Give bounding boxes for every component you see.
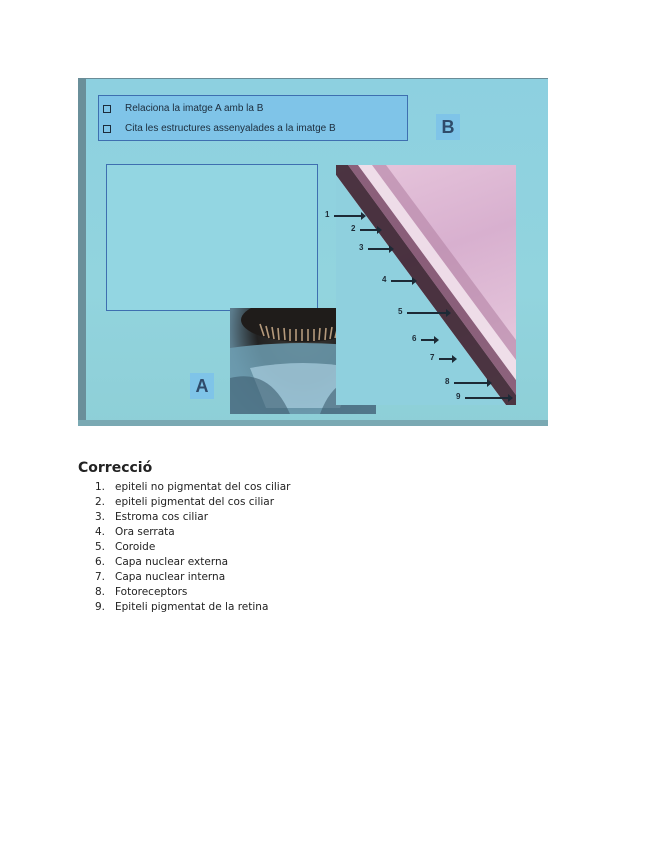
list-item bbox=[95, 525, 290, 540]
item-text: Capa nuclear externa bbox=[115, 556, 229, 568]
item-text: Estroma cos ciliar bbox=[115, 511, 209, 523]
arrow-icon bbox=[391, 280, 413, 282]
list-item bbox=[95, 540, 290, 555]
item-text: Ora serrata bbox=[115, 526, 175, 538]
marker-label: 4 bbox=[382, 275, 387, 284]
item-text: epiteli no pigmentat del cos ciliar bbox=[115, 481, 291, 493]
item-number: 2. bbox=[95, 496, 106, 508]
marker-label: 6 bbox=[412, 334, 417, 343]
task-item bbox=[103, 102, 263, 116]
item-text: Fotoreceptors bbox=[115, 586, 188, 598]
list-item bbox=[95, 480, 290, 495]
task-item bbox=[103, 122, 336, 136]
list-item bbox=[95, 585, 290, 600]
item-text: Coroide bbox=[115, 541, 156, 553]
task-text: Relaciona la imatge A amb la B bbox=[125, 103, 264, 114]
list-item bbox=[95, 570, 290, 585]
item-text: Epiteli pigmentat de la retina bbox=[115, 601, 269, 613]
arrow-icon bbox=[407, 312, 447, 314]
arrow-icon bbox=[334, 215, 362, 217]
arrow-icon bbox=[360, 229, 378, 231]
correction-heading: Correcció bbox=[78, 460, 153, 476]
label-a: A bbox=[190, 373, 214, 399]
marker-label: 5 bbox=[398, 307, 403, 316]
checkbox-icon bbox=[103, 105, 111, 113]
item-number: 8. bbox=[95, 586, 106, 598]
marker-label: 1 bbox=[325, 210, 330, 219]
arrow-icon bbox=[465, 397, 509, 399]
item-number: 1. bbox=[95, 481, 106, 493]
label-b: B bbox=[436, 114, 460, 140]
checkbox-icon bbox=[103, 125, 111, 133]
arrow-icon bbox=[454, 382, 488, 384]
correction-list bbox=[95, 480, 290, 615]
item-number: 7. bbox=[95, 571, 106, 583]
list-item bbox=[95, 495, 290, 510]
arrow-icon bbox=[421, 339, 435, 341]
item-number: 4. bbox=[95, 526, 106, 538]
arrow-icon bbox=[368, 248, 390, 250]
item-number: 6. bbox=[95, 556, 106, 568]
histology-image-b bbox=[336, 165, 516, 405]
list-item bbox=[95, 600, 290, 615]
item-text: epiteli pigmentat del cos ciliar bbox=[115, 496, 275, 508]
image-a-placeholder-box bbox=[106, 164, 318, 311]
list-item bbox=[95, 555, 290, 570]
marker-label: 3 bbox=[359, 243, 364, 252]
marker-label: 2 bbox=[351, 224, 356, 233]
item-text: Capa nuclear interna bbox=[115, 571, 226, 583]
task-box bbox=[98, 95, 408, 141]
list-item bbox=[95, 510, 290, 525]
marker-label: 8 bbox=[445, 377, 450, 386]
task-text: Cita les estructures assenyalades a la imatge B bbox=[125, 123, 336, 134]
item-number: 9. bbox=[95, 601, 106, 613]
marker-label: 7 bbox=[430, 353, 435, 362]
slide-photo bbox=[78, 78, 548, 426]
item-number: 3. bbox=[95, 511, 106, 523]
marker-label: 9 bbox=[456, 392, 461, 401]
item-number: 5. bbox=[95, 541, 106, 553]
arrow-icon bbox=[439, 358, 453, 360]
